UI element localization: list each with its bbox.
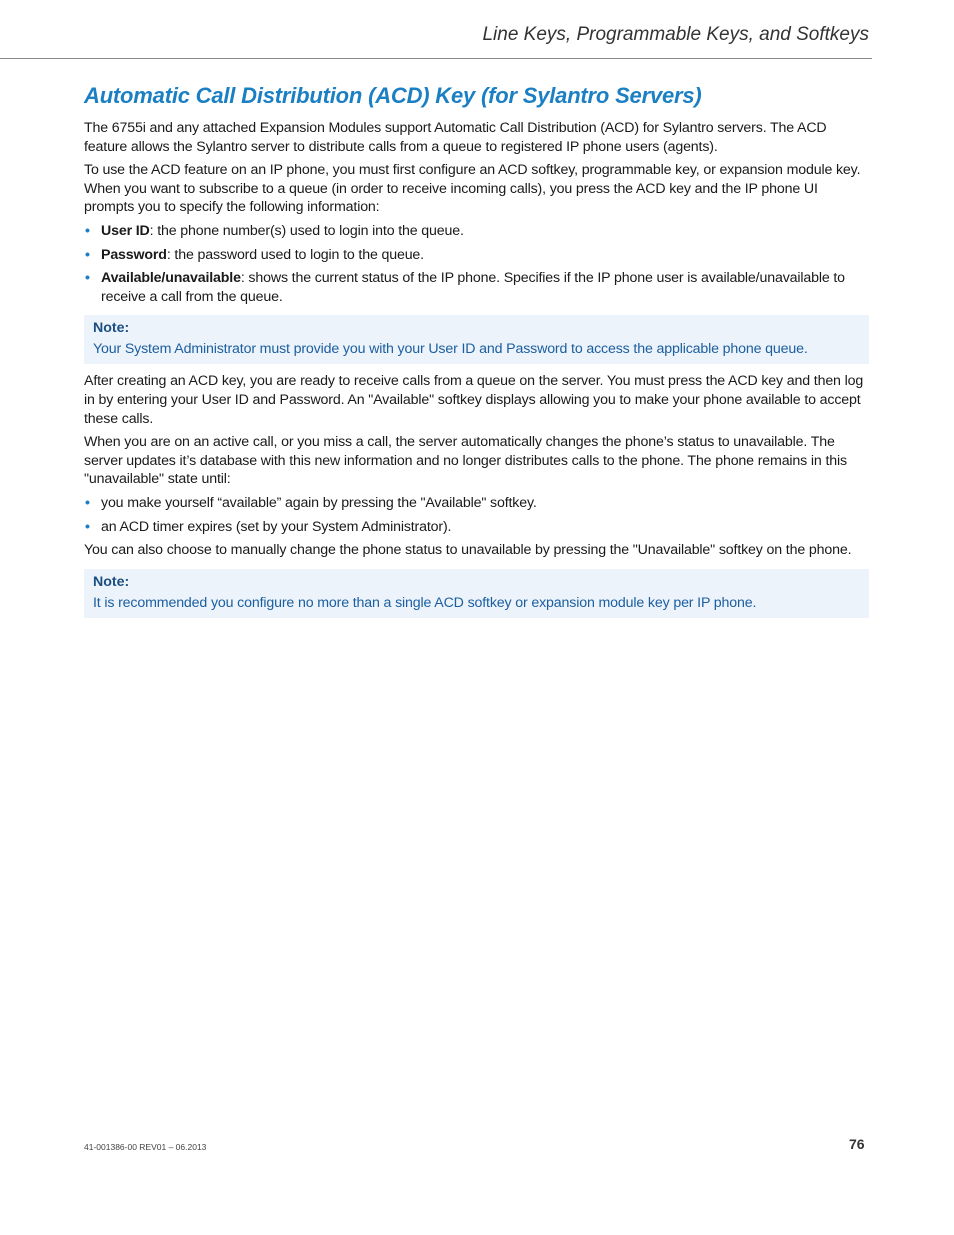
list-item-availability xyxy=(84,269,869,306)
bullet-icon: • xyxy=(85,222,90,239)
bullet-icon: • xyxy=(85,494,90,511)
list-item-available-softkey xyxy=(84,494,869,513)
intro-paragraph-2: To use the ACD feature on an IP phone, you must first configure an ACD softkey, programmable key, or expansion module key. When you want to subscribe to a queue (in order to receive incoming calls), you press the ACD key and the IP phone UI prompts you to specify the following information: xyxy=(84,162,861,216)
note-label: Note: xyxy=(93,320,130,337)
body-paragraph-2: When you are on an active call, or you miss a call, the server automatically changes the phone’s status to unavailable. The server updates it’s database with this new information and no longer distributes calls to the phone. The phone remains in this "unavailable" state until: xyxy=(84,434,847,488)
note-label: Note: xyxy=(93,573,130,590)
footer-page-number: 76 xyxy=(849,1136,865,1152)
body-paragraph-1: After creating an ACD key, you are ready to receive calls from a queue on the server. You must press the ACD key and then log in by entering your User ID and Password. An "Available" softkey displays allowing you to make your phone available to accept these calls. xyxy=(84,373,864,427)
note-box-recommendation xyxy=(84,569,869,618)
term-available-unavailable: Available/unavailable xyxy=(101,270,241,287)
footer-document-id: 41-001386-00 REV01 – 06.2013 xyxy=(84,1142,207,1152)
term-user-id: User ID xyxy=(101,222,150,239)
bullet-icon: • xyxy=(85,246,90,263)
bullet-icon: • xyxy=(85,270,90,287)
note-text: Your System Administrator must provide you with your User ID and Password to access the applicable phone queue. xyxy=(93,341,808,358)
list-item-text: an ACD timer expires (set by your System Administrator). xyxy=(101,518,452,535)
info-bullet-list xyxy=(84,222,869,306)
body-paragraph-3: You can also choose to manually change the phone status to unavailable by pressing the "Unavailable" softkey on the phone. xyxy=(84,542,852,559)
list-item-text: you make yourself “available” again by pressing the "Available" softkey. xyxy=(101,494,537,511)
page-content xyxy=(84,82,869,626)
list-item-text: : the password used to login to the queue. xyxy=(166,246,424,263)
list-item-acd-timer xyxy=(84,518,869,537)
list-item-password xyxy=(84,246,869,265)
unavailable-bullet-list xyxy=(84,494,869,536)
list-item-text: : the phone number(s) used to login into the queue. xyxy=(149,222,464,239)
note-box-credentials xyxy=(84,315,869,364)
bullet-icon: • xyxy=(85,518,90,535)
list-item-text: : shows the current status of the IP phone. Specifies if the IP phone user is available/unavailable to receive a call from the queue. xyxy=(101,270,845,305)
list-item-user-id xyxy=(84,222,869,241)
header-divider xyxy=(0,58,872,59)
term-password: Password xyxy=(101,246,167,263)
intro-paragraph-1: The 6755i and any attached Expansion Modules support Automatic Call Distribution (ACD) for Sylantro servers. The ACD feature allows the Sylantro server to distribute calls from a queue to registered IP phone users (agents). xyxy=(84,120,827,155)
section-title: Automatic Call Distribution (ACD) Key (for Sylantro Servers) xyxy=(84,83,702,108)
note-text: It is recommended you configure no more than a single ACD softkey or expansion module key per IP phone. xyxy=(93,594,757,611)
running-header-title: Line Keys, Programmable Keys, and Softkeys xyxy=(482,24,869,45)
